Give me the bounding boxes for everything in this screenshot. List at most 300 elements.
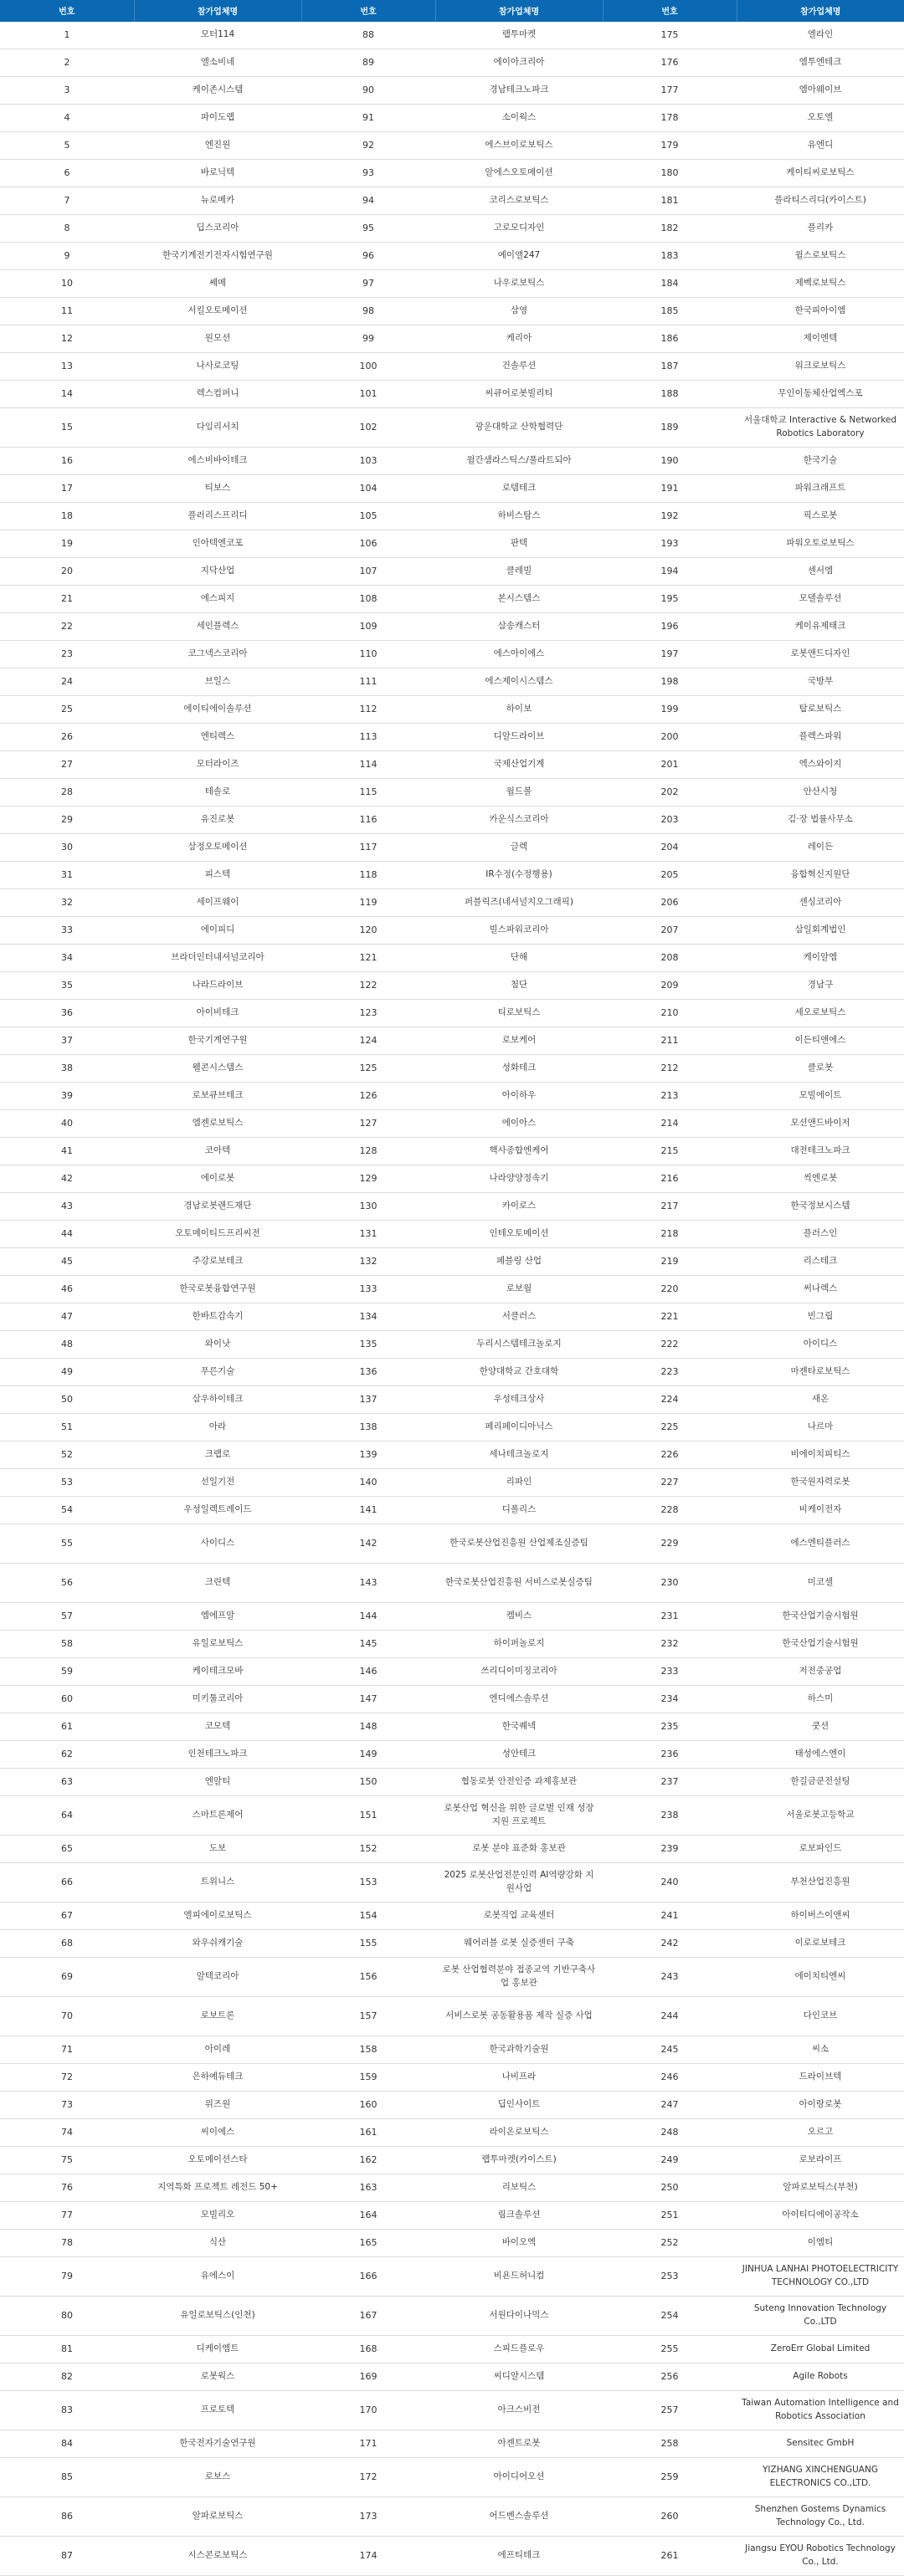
exhibitor-name: 단해 [435, 944, 603, 971]
exhibitor-name: 삼정오토메이션 [134, 833, 301, 861]
exhibitor-name: 경남테크노파크 [435, 76, 603, 104]
row-number: 168 [301, 2335, 435, 2363]
exhibitor-name: Suteng Innovation Technology Co.,LTD [737, 2296, 904, 2335]
row-number: 11 [0, 297, 134, 325]
row-number: 250 [603, 2174, 737, 2201]
exhibitor-name: 스마트론제어 [134, 1795, 301, 1835]
row-number: 95 [301, 214, 435, 242]
exhibitor-name: 랩투마켓(카이스트) [435, 2146, 603, 2174]
row-number: 218 [603, 1220, 737, 1247]
exhibitor-name: 2025 로봇산업전문인력 AI역량강화 지원사업 [435, 1862, 603, 1902]
exhibitor-name: 두리시스템테크놀로지 [435, 1330, 603, 1358]
table-row [0, 2229, 904, 2256]
exhibitor-name: 케이유제태크 [737, 612, 904, 640]
row-number: 45 [0, 1247, 134, 1275]
row-number: 21 [0, 585, 134, 612]
row-number: 260 [603, 2497, 737, 2536]
exhibitor-name: 리파인 [435, 1468, 603, 1496]
exhibitor-name: 모빌에이트 [737, 1082, 904, 1109]
exhibitor-name: JINHUA LANHAI PHOTOELECTRICITY TECHNOLOGY CO.,LTD [737, 2256, 904, 2296]
row-number: 112 [301, 695, 435, 723]
exhibitor-name: 에스엔티플러스 [737, 1524, 904, 1563]
exhibitor-name: 이든티앤에스 [737, 1027, 904, 1054]
exhibitor-name: 바로닉텍 [134, 159, 301, 187]
row-number: 180 [603, 159, 737, 187]
exhibitor-name: 지역특화 프로젝트 레전드 50+ [134, 2174, 301, 2201]
row-number: 133 [301, 1275, 435, 1303]
row-number: 174 [301, 2536, 435, 2575]
exhibitor-name: 써나렉스 [737, 1275, 904, 1303]
table-row [0, 1795, 904, 1835]
row-number: 73 [0, 2091, 134, 2118]
exhibitor-name: 한국기술 [737, 447, 904, 474]
table-row [0, 668, 904, 695]
row-number: 131 [301, 1220, 435, 1247]
exhibitor-name: 글렉 [435, 833, 603, 861]
exhibitor-name: Taiwan Automation Intelligence and Robotics Association [737, 2390, 904, 2430]
row-number: 207 [603, 916, 737, 944]
row-number: 40 [0, 1109, 134, 1137]
table-row [0, 1713, 904, 1740]
table-row [0, 557, 904, 585]
table-row [0, 2335, 904, 2363]
exhibitor-name: 케이테크모바 [134, 1657, 301, 1685]
exhibitor-name: 시스콘로보틱스 [134, 2536, 301, 2575]
row-number: 243 [603, 1957, 737, 1996]
row-number: 27 [0, 750, 134, 778]
row-number: 109 [301, 612, 435, 640]
exhibitor-name: 케이존시스템 [134, 76, 301, 104]
row-number: 147 [301, 1685, 435, 1713]
exhibitor-name: 센싱코리아 [737, 889, 904, 916]
row-number: 88 [301, 21, 435, 49]
table-row [0, 612, 904, 640]
exhibitor-name: 한국원자력로봇 [737, 1468, 904, 1496]
row-number: 77 [0, 2201, 134, 2229]
table-row [0, 242, 904, 269]
exhibitor-name: 미키툴코리아 [134, 1685, 301, 1713]
exhibitor-name: 서원다이나믹스 [435, 2296, 603, 2335]
exhibitor-name: 아젠트로봇 [435, 2430, 603, 2457]
exhibitor-name: 웨어러블 로봇 실증센터 구축 [435, 1929, 603, 1957]
exhibitor-name: 푸른기술 [134, 1358, 301, 1385]
exhibitor-name: 모터라이즈 [134, 750, 301, 778]
exhibitor-name: 크랩로 [134, 1441, 301, 1468]
row-number: 177 [603, 76, 737, 104]
exhibitor-name: 플리카 [737, 214, 904, 242]
row-number: 99 [301, 325, 435, 352]
exhibitor-name: 브일스 [134, 668, 301, 695]
row-number: 192 [603, 502, 737, 530]
exhibitor-name: 로보큐브테크 [134, 1082, 301, 1109]
row-number: 98 [301, 297, 435, 325]
row-number: 124 [301, 1027, 435, 1054]
exhibitor-name: 알텍코리아 [134, 1957, 301, 1996]
exhibitor-name: 에이아스 [435, 1109, 603, 1137]
exhibitor-name: 아라 [134, 1413, 301, 1441]
exhibitor-name: 클로봇 [737, 1054, 904, 1082]
row-number: 34 [0, 944, 134, 971]
exhibitor-name: 서비스로봇 공동활용품 제작 실증 사업 [435, 1996, 603, 2036]
row-number: 211 [603, 1027, 737, 1054]
row-number: 7 [0, 187, 134, 214]
row-number: 130 [301, 1192, 435, 1220]
exhibitor-name: 에이치티엔씨 [737, 1957, 904, 1996]
row-number: 182 [603, 214, 737, 242]
exhibitor-name: 건솔루션 [435, 352, 603, 380]
exhibitor-name: 와이낫 [134, 1330, 301, 1358]
row-number: 36 [0, 999, 134, 1027]
exhibitor-name: 딥인사이트 [435, 2091, 603, 2118]
exhibitor-name: 은하예듀테크 [134, 2063, 301, 2091]
row-number: 240 [603, 1862, 737, 1902]
row-number: 64 [0, 1795, 134, 1835]
row-number: 5 [0, 131, 134, 159]
exhibitor-name: 에스제이시스템스 [435, 668, 603, 695]
table-row [0, 21, 904, 49]
row-number: 128 [301, 1137, 435, 1165]
row-number: 185 [603, 297, 737, 325]
exhibitor-name: 웰콘시스템스 [134, 1054, 301, 1082]
row-number: 164 [301, 2201, 435, 2229]
row-number: 152 [301, 1835, 435, 1862]
table-row [0, 2390, 904, 2430]
exhibitor-name: YIZHANG XINCHENGUANG ELECTRONICS CO.,LTD. [737, 2457, 904, 2497]
table-row [0, 1054, 904, 1082]
exhibitor-name: 오르고 [737, 2118, 904, 2146]
row-number: 120 [301, 916, 435, 944]
row-number: 232 [603, 1630, 737, 1657]
row-number: 110 [301, 640, 435, 668]
table-row [0, 1082, 904, 1109]
table-row [0, 1862, 904, 1902]
table-row [0, 297, 904, 325]
exhibitor-name: 인천테크노파크 [134, 1740, 301, 1768]
row-number: 149 [301, 1740, 435, 1768]
row-number: 223 [603, 1358, 737, 1385]
row-number: 127 [301, 1109, 435, 1137]
row-number: 206 [603, 889, 737, 916]
exhibitor-name: 윌간샘라스틱스/풀라트되아 [435, 447, 603, 474]
row-number: 20 [0, 557, 134, 585]
exhibitor-name: 서울로봇고등학교 [737, 1795, 904, 1835]
table-row [0, 2430, 904, 2457]
exhibitor-name: 아이티디에이공작소 [737, 2201, 904, 2229]
row-number: 216 [603, 1165, 737, 1192]
exhibitor-name: 딥스코리아 [134, 214, 301, 242]
row-number: 203 [603, 806, 737, 833]
exhibitor-name: 나우로보틱스 [435, 269, 603, 297]
exhibitor-name: 나비프라 [435, 2063, 603, 2091]
exhibitor-name: 마젠타로보틱스 [737, 1358, 904, 1385]
exhibitor-name: 엘라인 [737, 21, 904, 49]
row-number: 234 [603, 1685, 737, 1713]
exhibitor-name: 나르마 [737, 1413, 904, 1441]
row-number: 249 [603, 2146, 737, 2174]
table-row [0, 1835, 904, 1862]
exhibitor-name: 에이아크리아 [435, 49, 603, 76]
row-number: 166 [301, 2256, 435, 2296]
row-number: 214 [603, 1109, 737, 1137]
row-number: 78 [0, 2229, 134, 2256]
exhibitor-name: 유에스이 [134, 2256, 301, 2296]
row-number: 202 [603, 778, 737, 806]
table-row [0, 2536, 904, 2575]
table-row [0, 1768, 904, 1795]
exhibitor-name: 다임리서치 [134, 407, 301, 447]
table-row [0, 502, 904, 530]
row-number: 172 [301, 2457, 435, 2497]
row-number: 115 [301, 778, 435, 806]
row-number: 87 [0, 2536, 134, 2575]
row-number: 125 [301, 1054, 435, 1082]
row-number: 38 [0, 1054, 134, 1082]
exhibitor-name: 국방부 [737, 668, 904, 695]
row-number: 245 [603, 2036, 737, 2063]
exhibitor-name: 와우쉬캐기술 [134, 1929, 301, 1957]
exhibitor-name: 아이하우 [435, 1082, 603, 1109]
exhibitor-name: 다인코브 [737, 1996, 904, 2036]
table-row [0, 1330, 904, 1358]
row-number: 162 [301, 2146, 435, 2174]
row-number: 222 [603, 1330, 737, 1358]
exhibitor-name: 코아텍 [134, 1137, 301, 1165]
exhibitor-name: 아이디스 [737, 1330, 904, 1358]
exhibitor-name: 코모텍 [134, 1713, 301, 1740]
row-number: 111 [301, 668, 435, 695]
table-row [0, 999, 904, 1027]
row-number: 49 [0, 1358, 134, 1385]
exhibitor-name: 디케이엠트 [134, 2335, 301, 2363]
exhibitor-name: 엑스와이지 [737, 750, 904, 778]
exhibitor-name: Agile Robots [737, 2363, 904, 2390]
table-row [0, 971, 904, 999]
table-row [0, 1563, 904, 1602]
row-number: 94 [301, 187, 435, 214]
row-number: 53 [0, 1468, 134, 1496]
exhibitor-name: 주강로보테크 [134, 1247, 301, 1275]
table-row [0, 2118, 904, 2146]
table-row [0, 1303, 904, 1330]
exhibitor-name: 카운식스코리아 [435, 806, 603, 833]
exhibitor-name: 도보 [134, 1835, 301, 1862]
table-row [0, 2091, 904, 2118]
exhibitor-name: 트위니스 [134, 1862, 301, 1902]
row-number: 142 [301, 1524, 435, 1563]
exhibitor-name: 로보트론 [134, 1996, 301, 2036]
exhibitor-name: 에스피지 [134, 585, 301, 612]
table-row [0, 530, 904, 557]
exhibitor-name: 엘피에이로보틱스 [134, 1902, 301, 1929]
row-number: 144 [301, 1602, 435, 1630]
exhibitor-name: 모빌리오 [134, 2201, 301, 2229]
exhibitor-name: 세인플렉스 [134, 612, 301, 640]
exhibitor-name: 쿳션 [737, 1713, 904, 1740]
row-number: 90 [301, 76, 435, 104]
row-number: 56 [0, 1563, 134, 1602]
exhibitor-name: 제벡로보틱스 [737, 269, 904, 297]
row-number: 186 [603, 325, 737, 352]
table-row [0, 380, 904, 407]
row-number: 167 [301, 2296, 435, 2335]
row-number: 145 [301, 1630, 435, 1657]
table-row [0, 2457, 904, 2497]
table-row [0, 76, 904, 104]
exhibitor-name: 씨이에스 [134, 2118, 301, 2146]
exhibitor-name: 레이든 [737, 833, 904, 861]
exhibitor-name: 하비스탐스 [435, 502, 603, 530]
exhibitor-name: 유일로보틱스(인천) [134, 2296, 301, 2335]
exhibitor-name: 엔디에스솔루션 [435, 1685, 603, 1713]
exhibitor-name: 융합혁신지원단 [737, 861, 904, 889]
header-exhibitor-3: 참가업체명 [737, 0, 904, 21]
row-number: 60 [0, 1685, 134, 1713]
exhibitor-name: 위즈원 [134, 2091, 301, 2118]
row-number: 184 [603, 269, 737, 297]
exhibitor-name: 저전중공업 [737, 1657, 904, 1685]
table-row [0, 806, 904, 833]
row-number: 74 [0, 2118, 134, 2146]
row-number: 89 [301, 49, 435, 76]
row-number: 212 [603, 1054, 737, 1082]
exhibitor-name: 삼우하이테크 [134, 1385, 301, 1413]
row-number: 187 [603, 352, 737, 380]
exhibitor-name: 모션앤드바이저 [737, 1109, 904, 1137]
row-number: 251 [603, 2201, 737, 2229]
row-number: 229 [603, 1524, 737, 1563]
exhibitor-name: 비에이치피티스 [737, 1441, 904, 1468]
row-number: 117 [301, 833, 435, 861]
row-number: 24 [0, 668, 134, 695]
exhibitor-name: 로봇 분야 표준화 홍보관 [435, 1835, 603, 1862]
row-number: 37 [0, 1027, 134, 1054]
exhibitor-name: 로봇앤드디자인 [737, 640, 904, 668]
exhibitor-name: 한국기계전기전자시험연구원 [134, 242, 301, 269]
table-row [0, 2201, 904, 2229]
exhibitor-name: 성안테크 [435, 1740, 603, 1768]
exhibitor-name: 비케이전자 [737, 1496, 904, 1524]
table-row [0, 447, 904, 474]
row-number: 1 [0, 21, 134, 49]
row-number: 210 [603, 999, 737, 1027]
row-number: 215 [603, 1137, 737, 1165]
table-row [0, 2296, 904, 2335]
row-number: 141 [301, 1496, 435, 1524]
row-number: 4 [0, 104, 134, 131]
exhibitor-name: 워크로보틱스 [737, 352, 904, 380]
exhibitor-name: 에스아이에스 [435, 640, 603, 668]
row-number: 161 [301, 2118, 435, 2146]
exhibitor-name: 우성일렉트레이드 [134, 1496, 301, 1524]
table-row [0, 1996, 904, 2036]
exhibitor-name: 씨디알시스템 [435, 2363, 603, 2390]
table-row [0, 2036, 904, 2063]
row-number: 256 [603, 2363, 737, 2390]
row-number: 209 [603, 971, 737, 999]
table-row [0, 1524, 904, 1563]
row-number: 75 [0, 2146, 134, 2174]
row-number: 108 [301, 585, 435, 612]
exhibitor-name: 무인이동체산업엑스포 [737, 380, 904, 407]
row-number: 159 [301, 2063, 435, 2091]
exhibitor-name: 페블링 산업 [435, 1247, 603, 1275]
row-number: 217 [603, 1192, 737, 1220]
row-number: 92 [301, 131, 435, 159]
row-number: 158 [301, 2036, 435, 2063]
row-number: 246 [603, 2063, 737, 2091]
exhibitor-name: 스피드플로우 [435, 2335, 603, 2363]
exhibitor-name: 비욘드허니컴 [435, 2256, 603, 2296]
row-number: 199 [603, 695, 737, 723]
exhibitor-name: 판텍 [435, 530, 603, 557]
table-row [0, 750, 904, 778]
row-number: 247 [603, 2091, 737, 2118]
exhibitor-name: 로보파인드 [737, 1835, 904, 1862]
header-number-3: 번호 [603, 0, 737, 21]
table-row [0, 2063, 904, 2091]
row-number: 2 [0, 49, 134, 76]
table-row [0, 352, 904, 380]
row-number: 23 [0, 640, 134, 668]
exhibitor-name: 한국로봇산업진흥원 산업제조실증팀 [435, 1524, 603, 1563]
row-number: 231 [603, 1602, 737, 1630]
table-row [0, 1137, 904, 1165]
exhibitor-name: 미코셀 [737, 1563, 904, 1602]
exhibitor-name: 성화테크 [435, 1054, 603, 1082]
exhibitor-name: 제이엔텍 [737, 325, 904, 352]
row-number: 76 [0, 2174, 134, 2201]
row-number: 121 [301, 944, 435, 971]
exhibitor-name: 협동로봇 안전인증 과제홍보관 [435, 1768, 603, 1795]
exhibitor-name: 엠에프알 [134, 1602, 301, 1630]
exhibitor-name: 티로보틱스 [435, 999, 603, 1027]
exhibitor-name: 리보틱스 [435, 2174, 603, 2201]
row-number: 82 [0, 2363, 134, 2390]
row-number: 52 [0, 1441, 134, 1468]
row-number: 137 [301, 1385, 435, 1413]
table-row [0, 1957, 904, 1996]
row-number: 156 [301, 1957, 435, 1996]
exhibitor-name: 쓰리디이미징코리아 [435, 1657, 603, 1685]
row-number: 196 [603, 612, 737, 640]
exhibitor-name: 식산 [134, 2229, 301, 2256]
exhibitor-name: 엠젠로보틱스 [134, 1109, 301, 1137]
exhibitor-name: 케이알엠 [737, 944, 904, 971]
row-number: 32 [0, 889, 134, 916]
exhibitor-name: 빌스파워코리아 [435, 916, 603, 944]
exhibitor-name: 오토엘 [737, 104, 904, 131]
exhibitor-name: 나라드라이브 [134, 971, 301, 999]
row-number: 30 [0, 833, 134, 861]
row-number: 136 [301, 1358, 435, 1385]
row-number: 153 [301, 1862, 435, 1902]
row-number: 3 [0, 76, 134, 104]
row-number: 173 [301, 2497, 435, 2536]
exhibitor-name: 테솔로 [134, 778, 301, 806]
row-number: 170 [301, 2390, 435, 2430]
exhibitor-name: 경남로봇랜드재단 [134, 1192, 301, 1220]
row-number: 101 [301, 380, 435, 407]
exhibitor-name: 아크스비전 [435, 2390, 603, 2430]
exhibitor-name: Jiangsu EYOU Robotics Technology Co., Ltd. [737, 2536, 904, 2575]
exhibitor-name: 한국정보시스템 [737, 1192, 904, 1220]
row-number: 235 [603, 1713, 737, 1740]
row-number: 97 [301, 269, 435, 297]
row-number: 258 [603, 2430, 737, 2457]
exhibitor-name: 한양대학교 간호대학 [435, 1358, 603, 1385]
table-row [0, 1441, 904, 1468]
row-number: 85 [0, 2457, 134, 2497]
